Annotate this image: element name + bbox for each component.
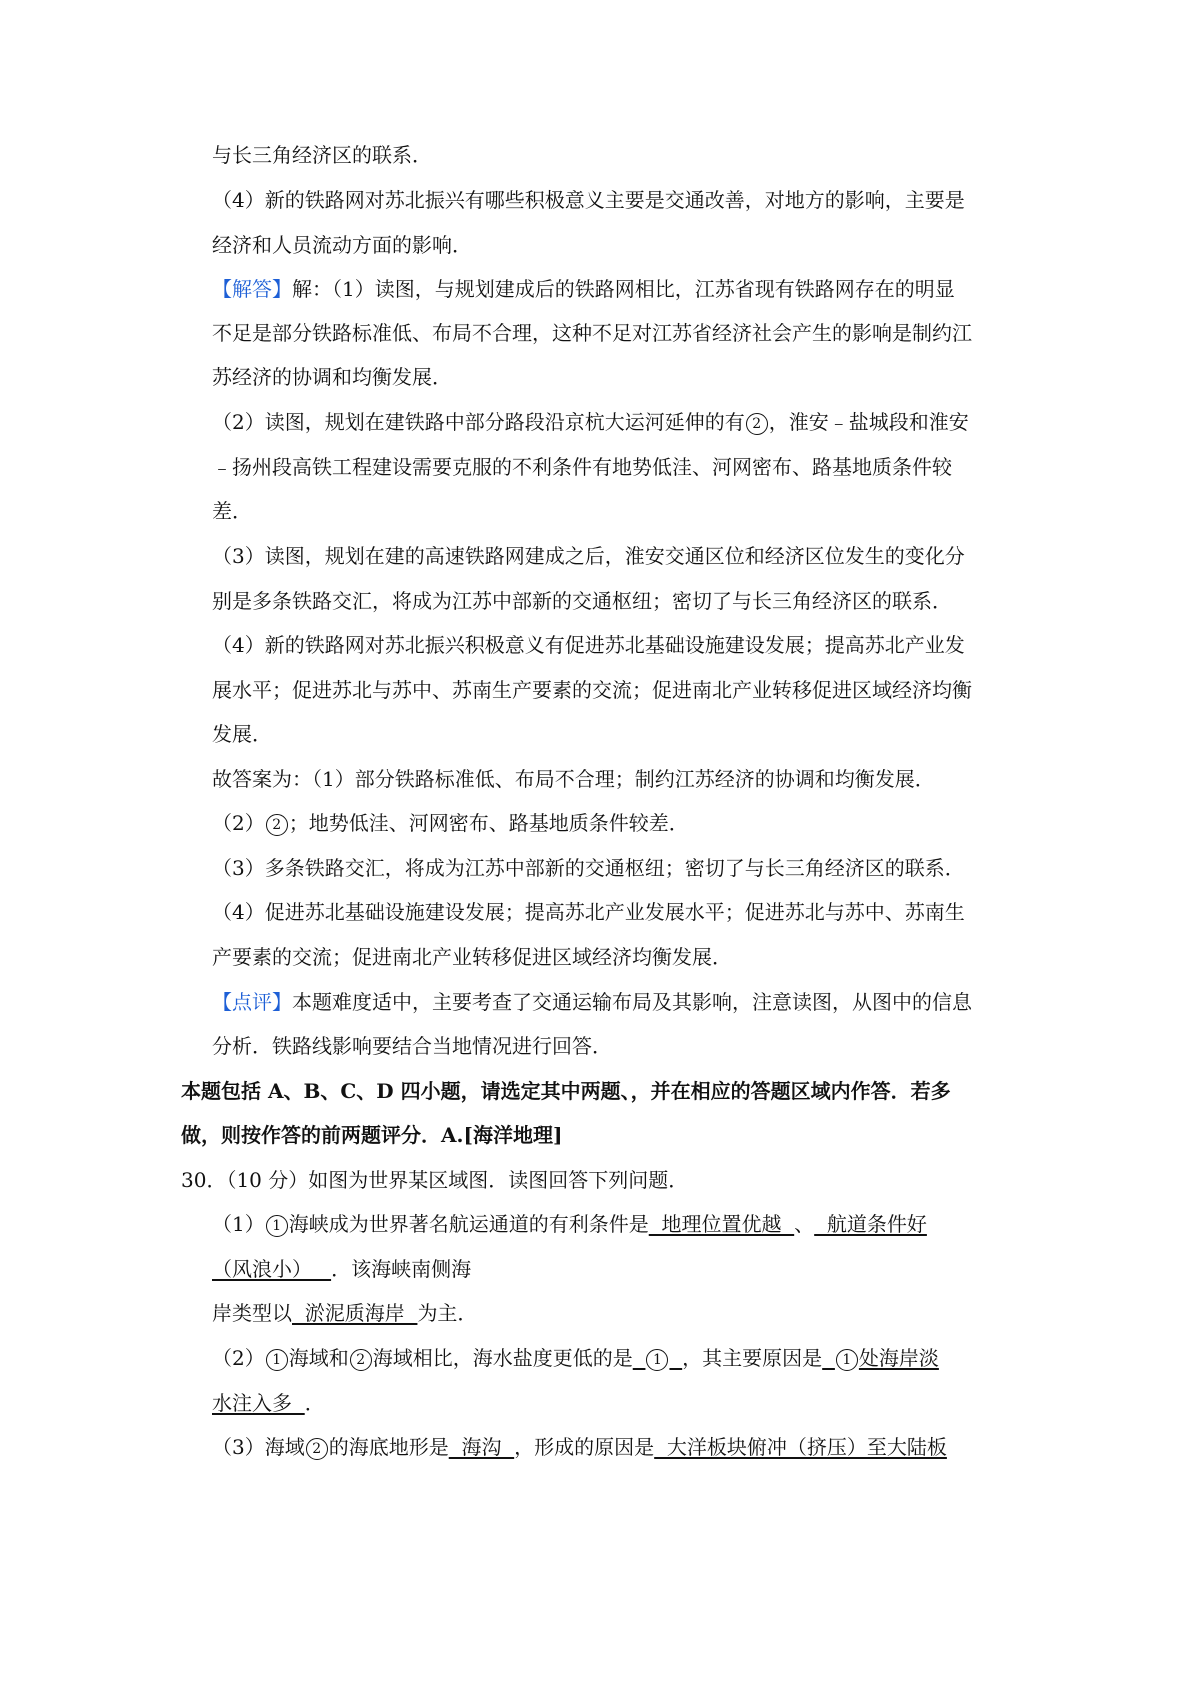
answer-blank: 海沟	[448, 1435, 515, 1459]
comment-tag: 【点评】	[212, 990, 292, 1014]
text-line: 【点评】本题难度适中，主要考查了交通运输布局及其影响，注意读图，从图中的信息	[212, 990, 972, 1014]
text-line: （2） 2 ；地势低洼、河网密布、路基地质条件较差．	[212, 811, 689, 835]
text-line: 水注入多 ．	[212, 1391, 325, 1415]
text-line: 苏经济的协调和均衡发展．	[212, 365, 452, 389]
text-line: （4）新的铁路网对苏北振兴有哪些积极意义主要是交通改善，对地方的影响，主要是	[212, 188, 965, 212]
text-line: ﹣扬州段高铁工程建设需要克服的不利条件有地势低洼、河网密布、路基地质条件较	[212, 455, 952, 479]
circled-number: 1	[266, 1349, 288, 1371]
section-instruction: 本题包括 A、B、C、D 四小题，请选定其中两题、，并在相应的答题区域内作答．若多	[181, 1079, 951, 1103]
text-line: （4）促进苏北基础设施建设发展；提高苏北产业发展水平；促进苏北与苏中、苏南生	[212, 900, 965, 924]
answer-blank: 水注入多	[212, 1391, 305, 1415]
circled-number: 1	[266, 1215, 288, 1237]
answer-blank	[633, 1346, 682, 1370]
text-line: 产要素的交流；促进南北产业转移促进区域经济均衡发展．	[212, 945, 732, 969]
circled-number: 2	[746, 413, 768, 435]
text-line: 【解答】解：（1）读图，与规划建成后的铁路网相比，江苏省现有铁路网存在的明显	[212, 277, 955, 301]
circled-number: 1	[836, 1349, 858, 1371]
section-instruction: 做，则按作答的前两题评分．A.[海洋地理]	[181, 1123, 563, 1147]
text-line: （4）新的铁路网对苏北振兴积极意义有促进苏北基础设施建设发展；提高苏北产业发	[212, 633, 965, 657]
text-line: （2） 1 海域和 2 海域相比，海水盐度更低的是 1 ，其主要原因是 1 处海岸淡	[212, 1346, 939, 1370]
text-line: 展水平；促进苏北与苏中、苏南生产要素的交流；促进南北产业转移促进区域经济均衡	[212, 678, 972, 702]
text-line: （3）海域 2 的海底地形是 海沟 ，形成的原因是 大洋板块俯冲（挤压）至大陆板	[212, 1435, 947, 1459]
circled-number: 1	[646, 1349, 668, 1371]
text-line: 发展．	[212, 722, 272, 746]
text-line: 经济和人员流动方面的影响．	[212, 233, 472, 257]
answer-blank: （风浪小）	[212, 1257, 332, 1281]
text-line: （3）多条铁路交汇，将成为江苏中部新的交通枢纽；密切了与长三角经济区的联系．	[212, 856, 965, 880]
text-line: 与长三角经济区的联系．	[212, 143, 432, 167]
text-line: 故答案为：（1）部分铁路标准低、布局不合理；制约江苏经济的协调和均衡发展．	[212, 767, 935, 791]
circled-number: 2	[306, 1438, 328, 1460]
circled-number: 2	[266, 814, 288, 836]
answer-blank: 地理位置优越	[648, 1212, 795, 1236]
text-line: （风浪小） ．该海峡南侧海	[212, 1257, 472, 1281]
text-line: （2）读图，规划在建铁路中部分路段沿京杭大运河延伸的有 2 ，淮安﹣盐城段和淮安	[212, 410, 969, 434]
text-line: （3）读图，规划在建的高速铁路网建成之后，淮安交通区位和经济区位发生的变化分	[212, 544, 965, 568]
answer-blank: 淤泥质海岸	[292, 1301, 418, 1325]
answer-blank: 航道条件好	[814, 1212, 927, 1236]
text-line: （1） 1 海峡成为世界著名航运通道的有利条件是 地理位置优越 、 航道条件好	[212, 1212, 927, 1236]
question-title: 30．（10 分）如图为世界某区域图．读图回答下列问题．	[181, 1168, 689, 1192]
text-line: 别是多条铁路交汇，将成为江苏中部新的交通枢纽；密切了与长三角经济区的联系．	[212, 589, 952, 613]
answer-blank: 1 处海岸淡	[822, 1346, 939, 1370]
answer-tag: 【解答】	[212, 277, 292, 301]
text-line: 不足是部分铁路标准低、布局不合理，这种不足对江苏省经济社会产生的影响是制约江	[212, 321, 972, 345]
circled-number: 2	[350, 1349, 372, 1371]
text-line: 岸类型以 淤泥质海岸 为主．	[212, 1301, 478, 1325]
text-line: 分析．铁路线影响要结合当地情况进行回答．	[212, 1034, 612, 1058]
answer-blank: 大洋板块俯冲（挤压）至大陆板	[654, 1435, 947, 1459]
text-line: 差．	[212, 499, 252, 523]
